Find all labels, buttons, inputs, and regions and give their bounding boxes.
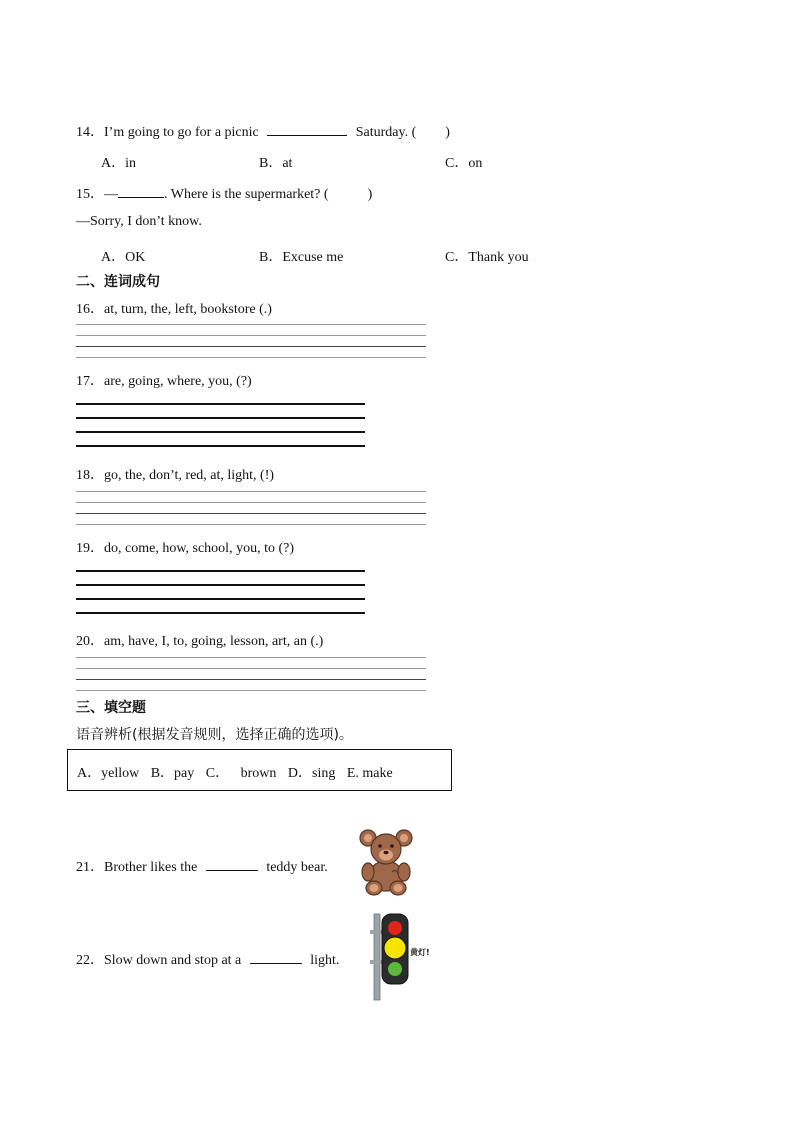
writing-line[interactable] [76,502,426,503]
option-e: E. make [346,766,393,781]
writing-line[interactable] [76,657,426,658]
writing-line[interactable] [76,403,365,405]
section-3-instruction: 语音辨析(根据发音规则，选择正确的选项)。 [76,727,353,743]
option-c-word: brown [240,766,277,781]
q15-option-b[interactable]: B．Excuse me [259,250,344,265]
writing-line[interactable] [76,570,365,572]
q14-option-b[interactable]: B．at [259,156,293,171]
writing-line[interactable] [76,584,365,586]
section-3-title: 三、填空题 [76,700,146,716]
writing-line[interactable] [76,324,426,325]
writing-line[interactable] [76,491,426,492]
writing-line[interactable] [76,524,426,525]
q21-before: 21．Brother likes the [76,860,198,875]
option-b: B．pay [150,766,195,781]
q15-stem-before: 15．— [76,187,118,202]
writing-line[interactable] [76,445,365,447]
q14-close: ) [445,125,450,140]
writing-line[interactable] [76,679,426,680]
question-22 [76,949,339,969]
writing-line[interactable] [76,690,426,691]
option-c: C． [205,766,230,781]
q14-stem-after: Saturday. ( [355,125,417,140]
writing-line[interactable] [76,357,426,358]
yellow-light-caption: 黄灯! [410,948,430,957]
question-21 [76,856,328,876]
q15-reply: —Sorry, I don’t know. [76,214,202,229]
section-2-title: 二、连词成句 [76,274,160,290]
answer-blank[interactable] [118,196,164,198]
answer-blank[interactable] [250,962,302,964]
q14-option-a[interactable]: A．in [101,156,136,171]
writing-line[interactable] [76,612,365,614]
options-row [77,762,401,782]
q14-stem-before: 14．I’m going to go for a picnic [76,125,259,140]
question-20: 20．am, have, I, to, going, lesson, art, an (.) [76,634,324,649]
writing-line[interactable] [76,417,365,419]
teddy-bear-image [358,828,414,896]
q15-option-c[interactable]: C．Thank you [445,250,529,265]
writing-line[interactable] [76,346,426,347]
option-d: D．sing [287,766,336,781]
question-14 [76,121,450,141]
writing-line[interactable] [76,513,426,514]
question-18: 18．go, the, don’t, red, at, light, (!) [76,468,275,483]
writing-line[interactable] [76,335,426,336]
q15-stem-after: . Where is the supermarket? ( [164,187,329,202]
option-a: A．yellow [77,766,140,781]
q14-option-c[interactable]: C．on [445,156,483,171]
question-17: 17．are, going, where, you, (?) [76,374,252,389]
q22-after: light. [310,953,340,968]
q15-option-a[interactable]: A．OK [101,250,146,265]
q15-close: ) [367,187,373,202]
question-19: 19．do, come, how, school, you, to (?) [76,541,294,556]
question-15 [76,183,372,203]
writing-line[interactable] [76,598,365,600]
q21-after: teddy bear. [266,860,328,875]
options-box [67,749,452,791]
writing-line[interactable] [76,431,365,433]
answer-blank[interactable] [206,869,258,871]
answer-blank[interactable] [267,134,347,136]
traffic-light-image [368,910,436,1002]
question-16: 16．at, turn, the, left, bookstore (.) [76,302,272,317]
q22-before: 22．Slow down and stop at a [76,953,242,968]
writing-line[interactable] [76,668,426,669]
